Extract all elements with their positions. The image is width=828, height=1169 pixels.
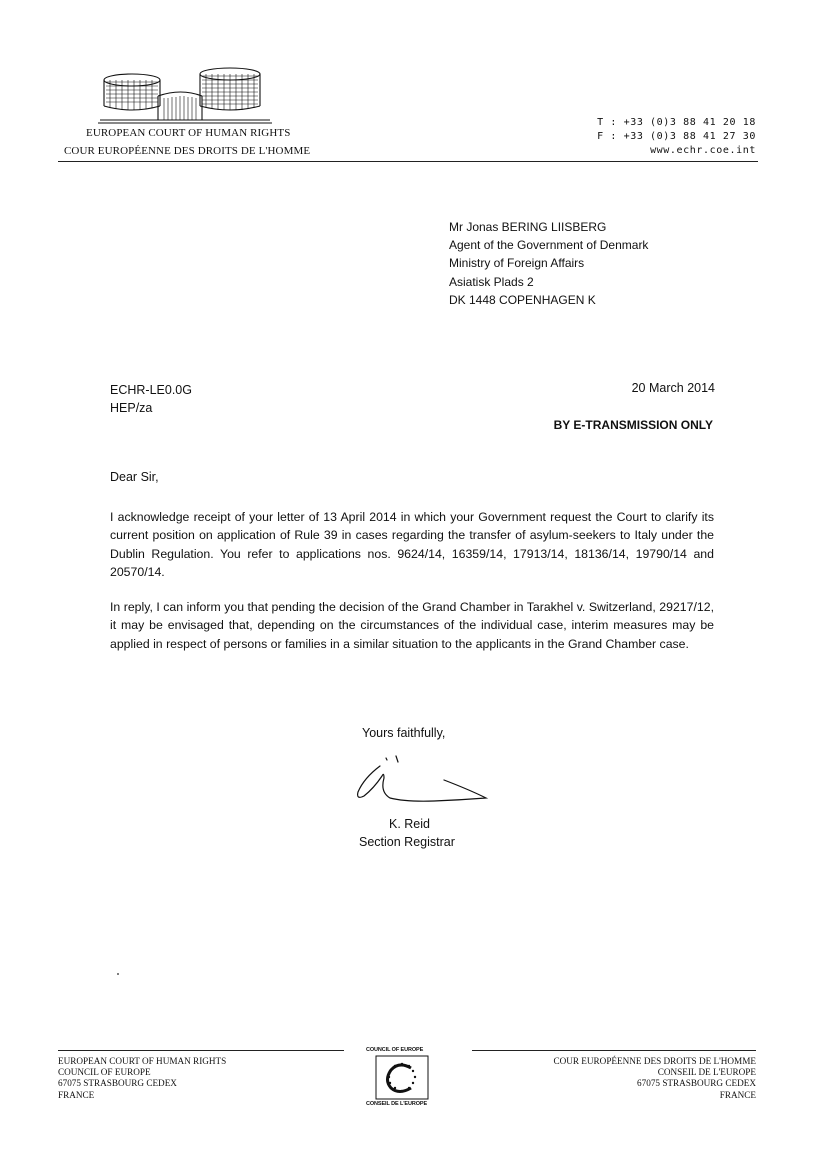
- footer-divider-left: [58, 1050, 344, 1051]
- contact-telephone: T : +33 (0)3 88 41 20 18: [597, 117, 756, 128]
- court-name-french: COUR EUROPÉENNE DES DROITS DE L'HOMME: [64, 145, 311, 157]
- footer-line: 67075 STRASBOURG CEDEX: [58, 1078, 177, 1089]
- body-paragraph-1: I acknowledge receipt of your letter of 13 April 2014 in which your Government request the Court to clarify its current position on application of Rule 39 in cases regarding the transfer of asylum-seekers to Italy under the Dublin Regulation. You refer to applications nos. 9624/14, 16359/14, 17913/14, 18136/14, 19790/14 and 20570/14.: [110, 510, 714, 579]
- footer-line: COUNCIL OF EUROPE: [58, 1067, 151, 1078]
- footer-line: FRANCE: [719, 1089, 756, 1100]
- contact-fax: F : +33 (0)3 88 41 27 30: [597, 131, 756, 142]
- court-name-english: EUROPEAN COURT OF HUMAN RIGHTS: [86, 127, 291, 139]
- footer-line: 67075 STRASBOURG CEDEX: [637, 1078, 756, 1089]
- address-line: DK 1448 COPENHAGEN K: [449, 292, 596, 307]
- footer-address-french: [553, 1056, 756, 1101]
- letter-date: 20 March 2014: [631, 381, 715, 395]
- body-paragraph-2: In reply, I can inform you that pending the decision of the Grand Chamber in Tarakhel v. Switzerland, 29217/12, it may be envisaged that, depending on the circumstances of the individual case, interim measures may be applied in respect of persons or families in a similar situation to the applicants in the Grand Chamber case.: [110, 600, 714, 651]
- scan-speck: [117, 973, 119, 975]
- footer-address-english: [58, 1056, 226, 1101]
- signatory-name: K. Reid: [389, 817, 430, 831]
- footer-line: CONSEIL DE L'EUROPE: [657, 1067, 756, 1078]
- signatory-title: Section Registrar: [359, 835, 455, 849]
- footer-line: COUR EUROPÉENNE DES DROITS DE L'HOMME: [553, 1056, 756, 1066]
- council-of-europe-label: COUNCIL OF EUROPE: [366, 1047, 424, 1053]
- salutation: Dear Sir,: [110, 470, 159, 484]
- reference-block: [110, 381, 192, 417]
- transmission-note: BY E-TRANSMISSION ONLY: [553, 418, 713, 432]
- conseil-de-l-europe-label: CONSEIL DE L'EUROPE: [366, 1101, 428, 1107]
- council-of-europe-emblem-icon: [373, 1055, 431, 1100]
- footer-line: FRANCE: [58, 1089, 95, 1100]
- address-line: Mr Jonas BERING LIISBERG: [449, 220, 607, 234]
- contact-website: www.echr.coe.int: [650, 145, 756, 156]
- reference-code: ECHR-LE0.0G: [110, 383, 192, 397]
- closing: Yours faithfully,: [362, 726, 446, 740]
- footer-line: EUROPEAN COURT OF HUMAN RIGHTS: [58, 1056, 227, 1066]
- address-line: Ministry of Foreign Affairs: [449, 256, 585, 271]
- handwritten-signature: [350, 748, 500, 808]
- address-line: Asiatisk Plads 2: [449, 274, 534, 289]
- recipient-address: [449, 218, 648, 309]
- court-building-logo: [98, 62, 272, 124]
- reference-initials: HEP/za: [110, 401, 153, 415]
- address-line: Agent of the Government of Denmark: [449, 238, 649, 253]
- header-divider: [58, 161, 758, 162]
- footer-divider-right: [472, 1050, 756, 1051]
